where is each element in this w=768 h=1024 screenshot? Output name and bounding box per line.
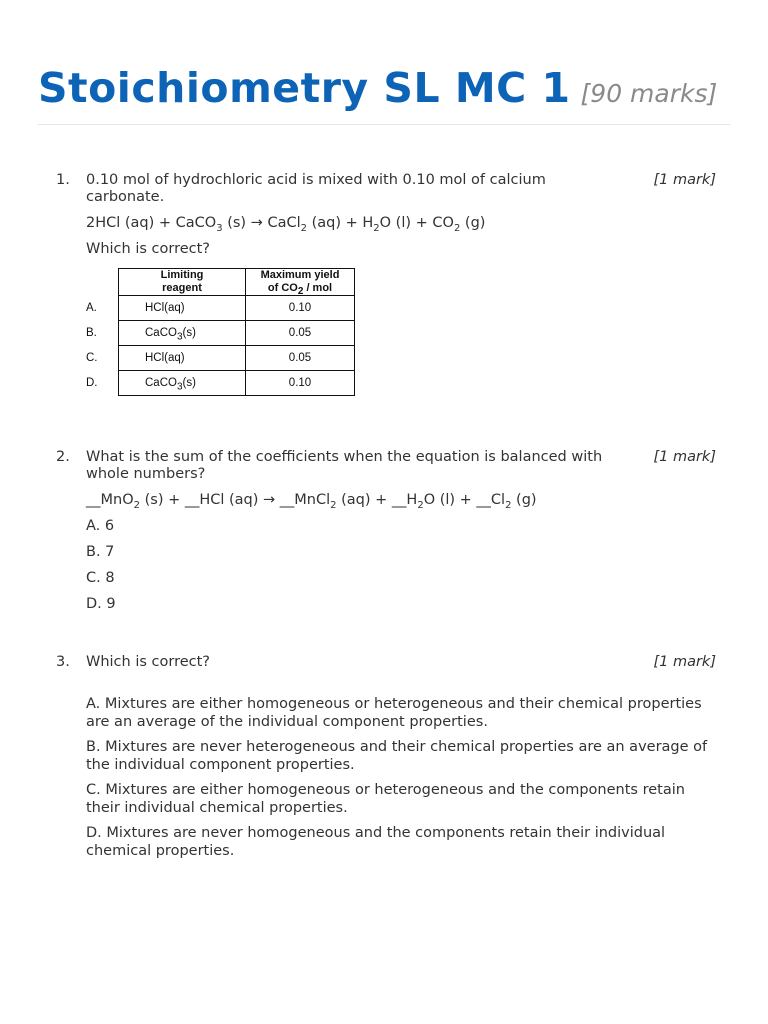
chemical-equation: 2HCl (aq) + CaCO$_3$ (s) → CaCl$_2$ $(aq) + H_2O$ $(l) + CO_2$ (g)	[86, 215, 486, 234]
answer-option[interactable]: C. Mixtures are either homogeneous or heterogeneous and the components retain their individual chemical properties.	[86, 782, 685, 816]
table-row[interactable]	[84, 371, 355, 396]
answer-option[interactable]: D. 9	[86, 596, 116, 612]
table-row[interactable]	[84, 346, 355, 371]
answer-table	[84, 268, 355, 396]
total-marks: [90 marks]	[580, 79, 718, 108]
page-header	[38, 64, 730, 112]
table-cell: 0.05	[246, 321, 355, 346]
table-cell: HCl(aq)	[119, 296, 246, 321]
option-letter: D.	[86, 376, 98, 389]
table-header-row	[84, 269, 355, 296]
question-number: 1.	[56, 172, 70, 188]
column-header: Limiting reagent	[119, 269, 246, 296]
answer-option[interactable]: C. 8	[86, 570, 115, 586]
chemical-equation: __MnO$_2$ (s) + __HCl (aq) → __MnCl$_2$ $(aq) + \_\_H_2O$ $(l) + \_\_Cl_2$ (g)	[86, 492, 537, 511]
question-prompt: Which is correct?	[86, 241, 210, 257]
table-row[interactable]	[84, 296, 355, 321]
answer-option[interactable]: B. 7	[86, 544, 115, 560]
answer-option[interactable]: A. 6	[86, 518, 115, 534]
question-text: 0.10 mol of hydrochloric acid is mixed with 0.10 mol of calcium carbonate.	[86, 172, 546, 205]
table-cell: CaCO$_3$(s)	[119, 371, 246, 396]
question-number: 3.	[56, 654, 70, 670]
table-row[interactable]	[84, 321, 355, 346]
question-1	[56, 172, 716, 396]
question-3	[56, 654, 716, 860]
option-letter: A.	[86, 301, 97, 314]
answer-option[interactable]: D. Mixtures are never homogeneous and the components retain their individual chemical properties.	[86, 825, 666, 859]
answer-option[interactable]: A. Mixtures are either homogeneous or heterogeneous and their chemical properties are an average of the individual component properties.	[86, 696, 702, 730]
header-divider	[38, 124, 730, 125]
table-cell: 0.10	[246, 371, 355, 396]
question-marks: [1 mark]	[653, 449, 716, 465]
answer-option[interactable]: B. Mixtures are never heterogeneous and their chemical properties are an average of the individual component properties.	[86, 739, 708, 773]
column-header: Maximum yield of $CO_2$ / mol	[246, 269, 355, 296]
table-cell: 0.05	[246, 346, 355, 371]
question-2	[56, 449, 716, 613]
question-text: What is the sum of the coefficients when the equation is balanced with whole numbers?	[86, 449, 603, 482]
table-cell: 0.10	[246, 296, 355, 321]
page-title: Stoichiometry SL MC 1	[38, 64, 571, 112]
question-marks: [1 mark]	[653, 654, 716, 670]
option-letter: B.	[86, 326, 97, 339]
table-cell: CaCO$_3$(s)	[119, 321, 246, 346]
option-letter: C.	[86, 351, 98, 364]
question-text: Which is correct?	[86, 654, 210, 670]
table-cell: HCl(aq)	[119, 346, 246, 371]
question-marks: [1 mark]	[653, 172, 716, 188]
question-number: 2.	[56, 449, 70, 465]
